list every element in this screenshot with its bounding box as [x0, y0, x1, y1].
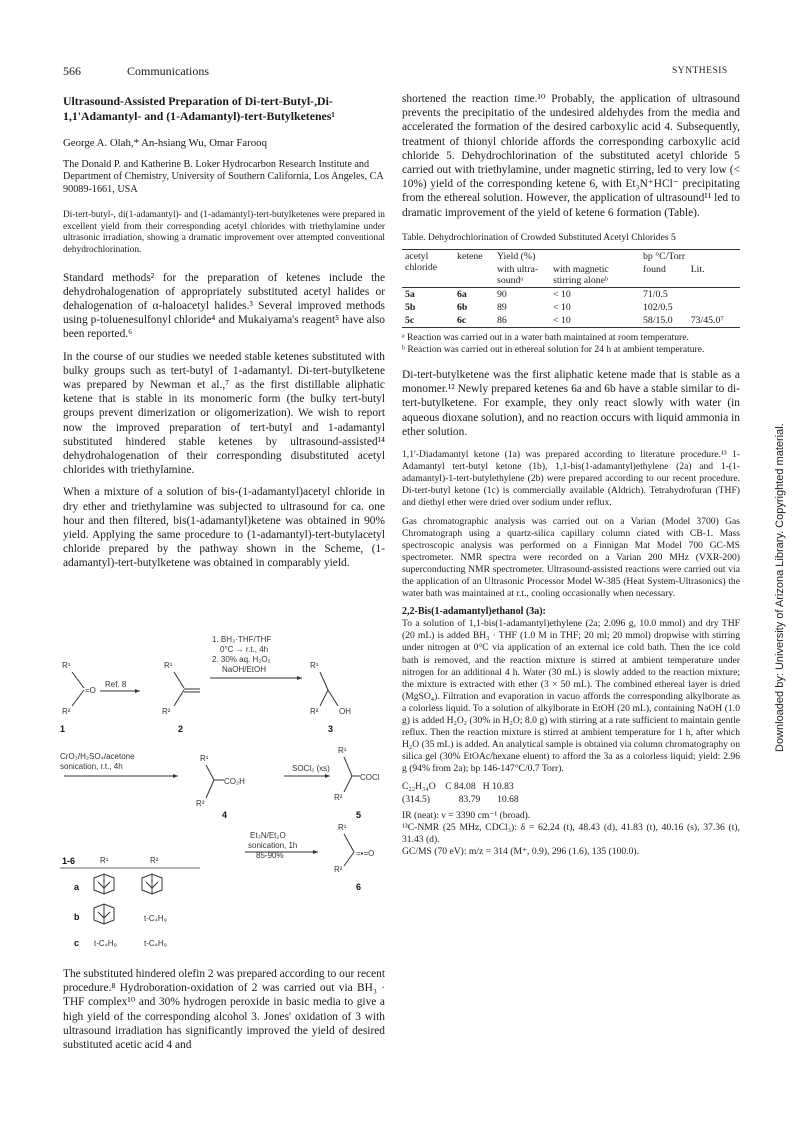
paragraph: Gas chromatographic analysis was carried out on a Varian (Model 3700) Gas Chromatograph using a quartz-silica capillary column ciated with CB-1. Mass spectroscopic analysis was performed on a Finnigan Mat Model 700 GC-MS spectrometer. NMR spectra were recorded on a Varian 200 MHz (VXR-200) superconducting NMR spectrometer. Ultrasound-assisted reactions were carried out via the application of an Ultrasonic Processor Model W-385 (Heat System-Ultrasonics) the water bath was maintained at r.t., cooling occasionally when necessary.	[402, 515, 740, 600]
subsection-heading: 2,2-Bis(1-adamantyl)ethanol (3a):	[402, 606, 546, 618]
compound-4-structure	[196, 754, 245, 808]
svg-text:R²: R²	[334, 793, 343, 802]
svg-text:R¹: R¹	[200, 754, 209, 763]
table-footnote: ᵃ Reaction was carried out in a water bath maintained at room temperature.	[402, 331, 689, 343]
adamantyl-icon	[94, 874, 114, 894]
svg-text:t-C₄H₉: t-C₄H₉	[144, 914, 167, 923]
compound-2-structure	[162, 661, 200, 716]
scheme-step-label: Et₃N/Et₂O	[250, 831, 286, 840]
table-header: Lit.	[690, 263, 705, 275]
adamantyl-icon	[142, 874, 162, 894]
svg-text:R²: R²	[150, 856, 159, 865]
compound-1-structure	[62, 661, 96, 716]
compound-6-structure	[334, 823, 374, 874]
svg-text:b: b	[74, 912, 80, 922]
scheme-step-label: sonication, r.t., 4h	[60, 762, 123, 771]
svg-text:R¹: R¹	[310, 661, 319, 670]
scheme-step-label: NaOH/EtOH	[222, 665, 267, 674]
adamantyl-icon	[94, 904, 114, 924]
svg-text:a: a	[74, 882, 80, 892]
svg-text:R¹: R¹	[62, 661, 71, 670]
compound-number: 3	[328, 724, 334, 734]
scheme-step-label: 2. 30% aq. H₂O₂	[212, 655, 271, 664]
ms-data: GC/MS (70 eV): m/z = 314 (M⁺, 0.9), 296 (1.6), 135 (100.0).	[402, 845, 639, 857]
table-header: bp °C/Torr	[643, 250, 686, 262]
scheme-step-label: sonication, 1h	[248, 841, 298, 850]
svg-text:R²: R²	[62, 707, 71, 716]
compound-number: 5	[356, 810, 362, 820]
svg-text:R²: R²	[310, 707, 319, 716]
svg-text:1-6: 1-6	[62, 856, 76, 866]
table-row: 5b 6b 89 < 10 102/0.5	[405, 301, 673, 313]
paragraph: In the course of our studies we needed stable ketenes substituted with bulky groups such as tert-butyl of 1-adamantyl. Di-tert-butylketene was prepared by Newman et al.,⁷ as the first distillable aliphatic ketene that is stable in its monomeric form (the bulky tert-butyl groups prevent dimerization or oligomerization). We wish to report now the improved preparation of tert-butyl and 1-adamantyl substituted hindered stable ketenes by ultrasound-assisted¹⁴ dehydrohalogenation of their corresponding disubstituted acetyl chlorides with triethylamine.	[63, 350, 385, 477]
paragraph: The substituted hindered olefin 2 was prepared according to our recent procedure.⁸ Hydroboration-oxidation of 2 was carried out via BH₃ · THF complex¹⁰ and 30% hydrogen peroxide in basic media to give a high yield of the corresponding alcohol 3. Jones' oxidation of 3 with ultrasound irradiation has significantly improved the yield of desired substituted acetic acid 4 and	[63, 968, 385, 1052]
svg-text:=O: =O	[85, 686, 96, 695]
table-header: acetyl chloride	[405, 250, 438, 273]
table-header: with ultra-soundᵃ	[497, 263, 539, 286]
svg-text:R¹: R¹	[338, 823, 347, 832]
scheme-step-label: 0°C → r.t., 4h	[220, 645, 269, 654]
table-header: with magnetic stirring aloneᵇ	[553, 263, 609, 286]
scheme-step-label: Ref. 8	[105, 680, 127, 689]
ir-data: IR (neat): ν = 3390 cm⁻¹ (broad).	[402, 809, 531, 821]
authors: George A. Olah,* An-hsiang Wu, Omar Farooq	[63, 137, 267, 149]
left-column	[63, 94, 385, 579]
svg-text:COCl: COCl	[360, 773, 380, 782]
svg-text:c: c	[74, 938, 80, 948]
article-title: Ultrasound-Assisted Preparation of Di-tert-Butyl-,Di-1,1'Adamantyl- and (1-Adamantyl)-tert-Butylketenes¹	[63, 94, 335, 123]
svg-text:t-C₄H₉: t-C₄H₉	[144, 939, 167, 948]
svg-text:OH: OH	[339, 707, 351, 716]
right-column	[402, 92, 740, 858]
substituent-key	[60, 856, 200, 948]
compound-number: 2	[178, 724, 184, 734]
compound-5-structure	[334, 746, 380, 802]
scheme-step-label: 1. BH₃·THF/THF	[212, 635, 272, 644]
nmr-data: ¹³C-NMR (25 MHz, CDCl₃): δ = 62.24 (t), 48.43 (d), 41.83 (t), 40.16 (s), 37.36 (t), 31.43 (d).	[402, 821, 740, 845]
svg-text:R²: R²	[334, 865, 343, 874]
table-footnote: ᵇ Reaction was carried out in ethereal solution for 24 h at ambient temperature.	[402, 343, 705, 355]
download-watermark: Downloaded by: University of Arizona Library. Copyrighted material.	[774, 423, 786, 752]
data-table	[402, 249, 740, 328]
compound-number: 6	[356, 882, 362, 892]
svg-text:R¹: R¹	[100, 856, 109, 865]
page-number: 566	[63, 64, 81, 78]
paragraph: To a solution of 1,1-bis(1-adamantyl)ethylene (2a; 2.096 g, 10.0 mmol) and dry THF (20 mL) is added BH₃ · THF (1.0 M in THF; 20 ml; 20 mmol) dropwise with stirring under nitrogen at 0°C via application of an external ice cold bath. Then the ice cold bath is removed, and the reaction mixture is stirred at ambient temperature under nitrogen for an additional 4 h. Water (30 mL) is slowly added to the reaction mixture; the mixture is extracted with ether (3 × 50 mL). The combined ethereal layer is dried (MgSO₄). Filtration and evaporation in vacuo affords the corresponding alkylborate as a colorless liquid. To a solution of alkylborate in EtOH (20 mL), containing NaOH (1.0 g) is added H₂O₂ (30% in H₂O; 8.0 g) with stirring at a rate sufficient to maintain gentle reflux. Then the reaction mixture is stirred at ambient temperature for 1 h, after which H₂O (35 mL) is added. An analytical sample is obtained via column chromatography on silica gel (30% EtOAc/hexane eluent) to afford the 3a as a colorless liquid; yield: 2.96 g (94% from 2a); bp 146-147°C/0.7 Torr).	[402, 618, 740, 775]
elemental-analysis: (314.5) 83.79 10.68	[402, 793, 519, 805]
scheme-step-label: 85-90%	[256, 851, 284, 860]
journal-name: SYNTHESIS	[672, 66, 728, 76]
table-row: 5c 6c 86 < 10 58/15.0 73/45.0⁷	[402, 314, 740, 328]
reaction-scheme	[60, 628, 390, 960]
paragraph: shortened the reaction time.¹⁰ Probably, the application of ultrasound prevents the precipitatio of the undesired aldehydes from the media and accelerated the formation of the desired carboxylic acid 4. Subsequently, treatment of thionyl chloride affords the corresponding carboxylic acid chloride 5. Dehydrochlorination of the substituted acetyl chloride 5 carried out with triethylamine, under magnetic stirring, led to very low (< 10%) yield of the corresponding ketene 6, with Et₃N⁺HCl⁻ precipitating from the ethereal solution. However, the application of ultrasound¹¹ led to dramatic improvement of the yield of ketene 6 formation (Table).	[402, 93, 740, 219]
table-header: ketene	[457, 250, 483, 262]
elemental-analysis: C₂₂H₃₄O C 84.08 H 10.83	[402, 781, 514, 793]
paragraph: When a mixture of a solution of bis-(1-adamantyl)acetyl chloride in dry ether and triethylamine was subjected to ultrasound for ca. one hour and then filtered, bis(1-adamantyl)ketene was obtained in 90% yield. Applying the same procedure to (1-adamantyl)-tert-butylacetyl chloride prepared by the pathway shown in the Scheme, (1-adamantyl)-tert-butylketene was obtained in comparably yield.	[63, 486, 385, 570]
compound-number: 1	[60, 724, 66, 734]
table-header: found	[643, 263, 666, 275]
svg-text:R²: R²	[196, 799, 205, 808]
table-caption: Table. Dehydrochlorination of Crowded Substituted Acetyl Chlorides 5	[402, 231, 676, 243]
paragraph: Standard methods² for the preparation of ketenes include the dehydrohalogenation of appropriately substituted acetyl halides or dehalogenation of α-haloacetyl halides.³ Several improved methods using p-toluenesulfonyl chloride⁴ and Mukaiyama's reagent⁵ have also been reported.⁶	[63, 271, 385, 341]
abstract: Di-tert-butyl-, di(1-adamantyl)- and (1-adamantyl)-tert-butylketenes were prepared in excellent yield from their corresponding acetyl chlorides with triethylamine under ultrasonic irradiation, showing a dramatic improvement over attempted conventional dehydrochlorination.	[63, 210, 385, 255]
paragraph: Di-tert-butylketene was the first aliphatic ketene made that is stable as a monomer.¹² Newly prepared ketenes 6a and 6b have a stable similar to di-tert-butylketene. For example, they only react slowly with water (in aqueous dioxane solution), and no reaction occurs with liquid ammonia in ether solution.	[402, 369, 740, 438]
svg-text:CO₂H: CO₂H	[224, 777, 245, 786]
svg-text:t-C₄H₉: t-C₄H₉	[94, 939, 117, 948]
compound-number: 4	[222, 810, 228, 820]
svg-text:R¹: R¹	[164, 661, 173, 670]
scheme-step-label: SOCl₂ (xs)	[292, 764, 330, 773]
svg-text:R²: R²	[162, 707, 171, 716]
table-header: Yield (%)	[497, 250, 536, 262]
affiliation: The Donald P. and Katherine B. Loker Hydrocarbon Research Institute and Department of Chemistry, University of Southern California, Los Angeles, CA 90089-1661, USA	[63, 159, 384, 195]
paragraph: 1,1'-Diadamantyl ketone (1a) was prepared according to literature procedure.¹³ 1-Adamantyl tert-butyl ketone (1b), 1,1-bis(1-adamantyl)ethylene (2a) and 1-(1-adamantyl)-1-tert-butylethylene (2b) were prepared according to our recent procedure. Di-tert-butyl ketone (1c) is commercially available (Aldrich). Tetrahydrofuran (THF) and diethyl ether were dried over sodium under reflux.	[402, 449, 740, 509]
section-label: Communications	[127, 64, 209, 78]
scheme-step-label: CrO₃/H₂SO₄/acetone	[60, 752, 135, 761]
table-row: 5a 6a 90 < 10 71/0.5	[402, 287, 740, 301]
svg-text:=•=O: =•=O	[356, 849, 375, 858]
compound-3-structure	[310, 661, 351, 716]
svg-text:R¹: R¹	[338, 746, 347, 755]
